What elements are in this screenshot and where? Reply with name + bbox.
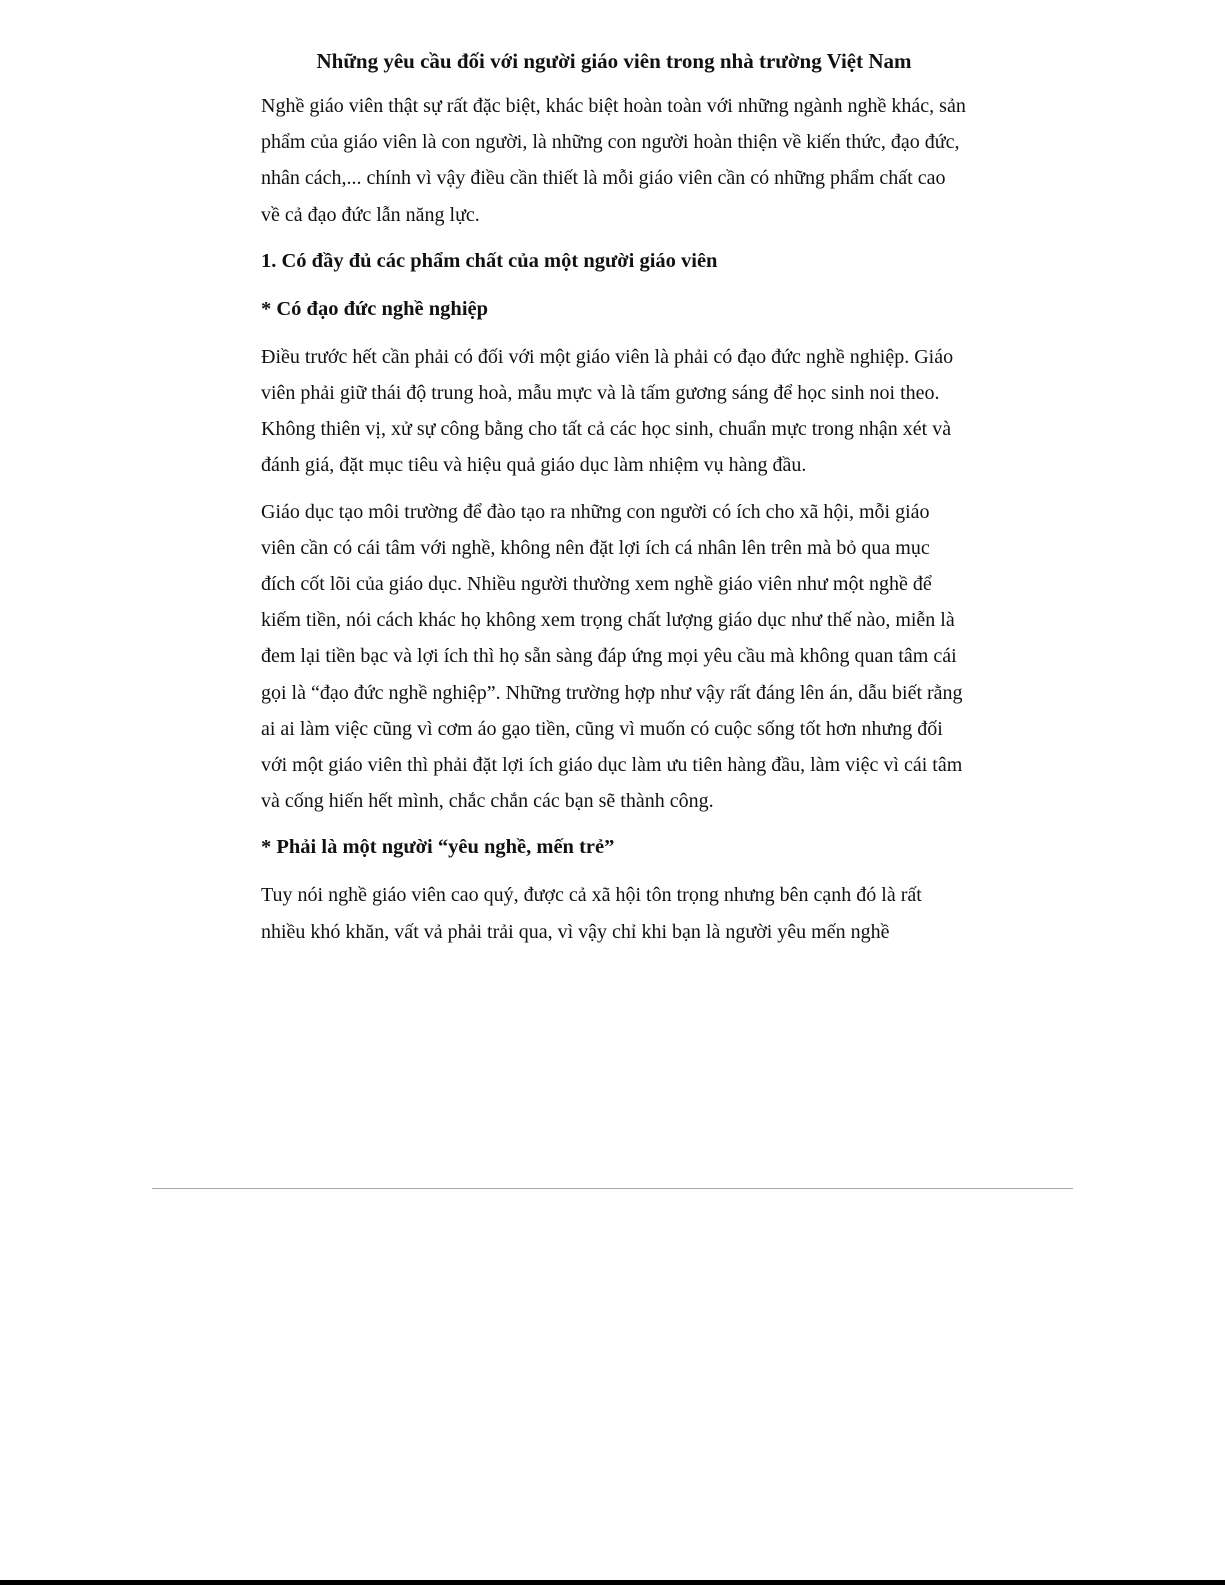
page-divider bbox=[152, 1188, 1073, 1189]
bottom-edge-bar bbox=[0, 1580, 1225, 1585]
document-body bbox=[261, 46, 967, 960]
intro-paragraph: Nghề giáo viên thật sự rất đặc biệt, khác biệt hoàn toàn với những ngành nghề khác, sản phẩm của giáo viên là con người, là những con người hoàn thiện về kiến thức, đạo đức, nhân cách,... chính vì vậy điều cần thiết là mỗi giáo viên cần có những phẩm chất cao về cả đạo đức lẫn năng lực. bbox=[261, 95, 966, 226]
love-profession-paragraph-1: Tuy nói nghề giáo viên cao quý, được cả xã hội tôn trọng nhưng bên cạnh đó là rất nhiều khó khăn, vất vả phải trải qua, vì vậy chỉ khi bạn là người yêu mến nghề bbox=[261, 884, 922, 943]
section-1-heading: 1. Có đầy đủ các phẩm chất của một người giáo viên bbox=[261, 249, 718, 272]
subsection-love-profession-heading: * Phải là một người “yêu nghề, mến trẻ” bbox=[261, 836, 615, 859]
ethics-paragraph-2: Giáo dục tạo môi trường để đào tạo ra những con người có ích cho xã hội, mỗi giáo viên cần có cái tâm với nghề, không nên đặt lợi ích cá nhân lên trên mà bỏ qua mục đích cốt lõi của giáo dục. Nhiều người thường xem nghề giáo viên như một nghề để kiếm tiền, nói cách khác họ không xem trọng chất lượng giáo dục như thế nào, miễn là đem lại tiền bạc và lợi ích thì họ sẵn sàng đáp ứng mọi yêu cầu mà không quan tâm cái gọi là “đạo đức nghề nghiệp”. Những trường hợp như vậy rất đáng lên án, dẫu biết rằng ai ai làm việc cũng vì cơm áo gạo tiền, cũng vì muốn có cuộc sống tốt hơn nhưng đối với một giáo viên thì phải đặt lợi ích giáo dục làm ưu tiên hàng đầu, làm việc vì cái tâm và cống hiến hết mình, chắc chắn các bạn sẽ thành công. bbox=[261, 500, 963, 813]
ethics-paragraph-1: Điều trước hết cần phải có đối với một giáo viên là phải có đạo đức nghề nghiệp. Giáo viên phải giữ thái độ trung hoà, mẫu mực và là tấm gương sáng để học sinh noi theo. Không thiên vị, xử sự công bằng cho tất cả các học sinh, chuẩn mực trong nhận xét và đánh giá, đặt mục tiêu và hiệu quả giáo dục làm nhiệm vụ hàng đầu. bbox=[261, 345, 954, 477]
document-title: Những yêu cầu đối với người giáo viên trong nhà trường Việt Nam bbox=[316, 49, 912, 73]
subsection-ethics-heading: * Có đạo đức nghề nghiệp bbox=[261, 297, 489, 320]
